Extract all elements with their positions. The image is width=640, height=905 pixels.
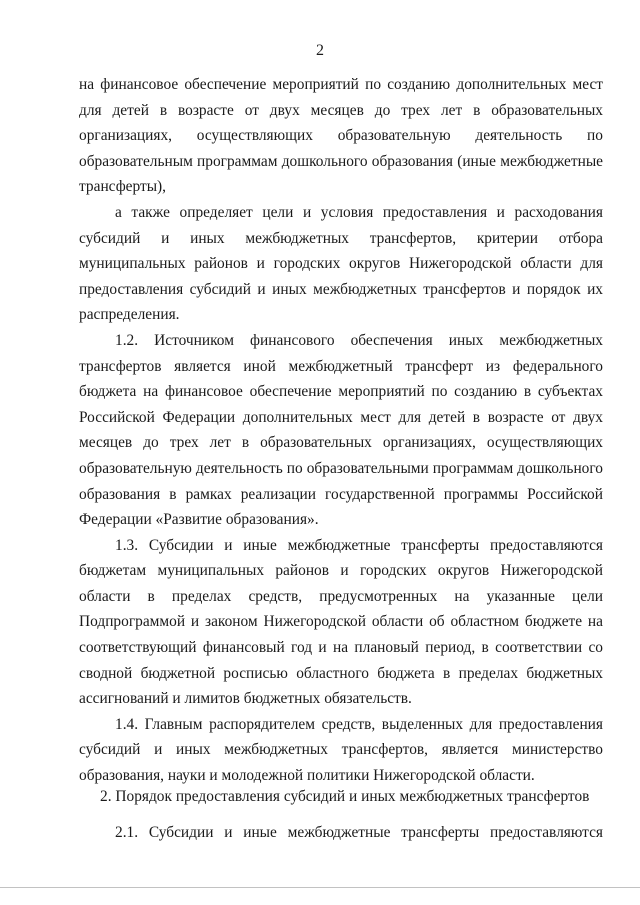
document-body [79, 72, 603, 789]
paragraph-purpose: а также определяет цели и условия предоставления и расходования субсидий и иных межбюджетных трансфертов, критерии отбора муниципальных районов и городских округов Нижегородской области для предоставления субсидий и иных межбюджетных трансфертов и порядок их распределения. [79, 203, 603, 324]
scan-edge-line [0, 887, 640, 888]
paragraph-2-1-start: 2.1. Субсидии и иные межбюджетные трансферты предоставляются [115, 824, 603, 841]
paragraph-1-2: 1.2. Источником финансового обеспечения иных межбюджетных трансфертов является иной межбюджетный трансферт из федерального бюджета на финансовое обеспечение мероприятий по созданию в субъектах Российской Федерации дополнительных мест для детей в возрасте от двух месяцев до трех лет в образовательных организациях, осуществляющих образовательную деятельность по образовательными программам дошкольного образования в рамках реализации государственной программы Российской Федерации «Развитие образования». [79, 331, 603, 529]
paragraph-1-3: 1.3. Субсидии и иные межбюджетные трансферты предоставляются бюджетам муниципальных районов и городских округов Нижегородской области в пределах средств, предусмотренных на указанные цели Подпрограммой и законом Нижегородской области об областном бюджете на соответствующий финансовый год и на плановый период, в соответствии со сводной бюджетной росписью областного бюджета в пределах бюджетных ассигнований и лимитов бюджетных обязательств. [79, 536, 603, 708]
paragraph-continuation: на финансовое обеспечение мероприятий по созданию дополнительных мест для детей в возрасте от двух месяцев до трех лет в образовательных организациях, осуществляющих образовательную деятельность по образовательным программам дошкольного образования (иные межбюджетные трансферты), [79, 76, 603, 196]
section-heading: 2. Порядок предоставления субсидий и иных межбюджетных трансфертов [100, 788, 590, 805]
paragraph-1-4: 1.4. Главным распорядителем средств, выделенных для предоставления субсидий и иных межбюджетных трансфертов, является министерство образования, науки и молодежной политики Нижегородской области. [79, 715, 603, 785]
page-number: 2 [316, 42, 324, 59]
